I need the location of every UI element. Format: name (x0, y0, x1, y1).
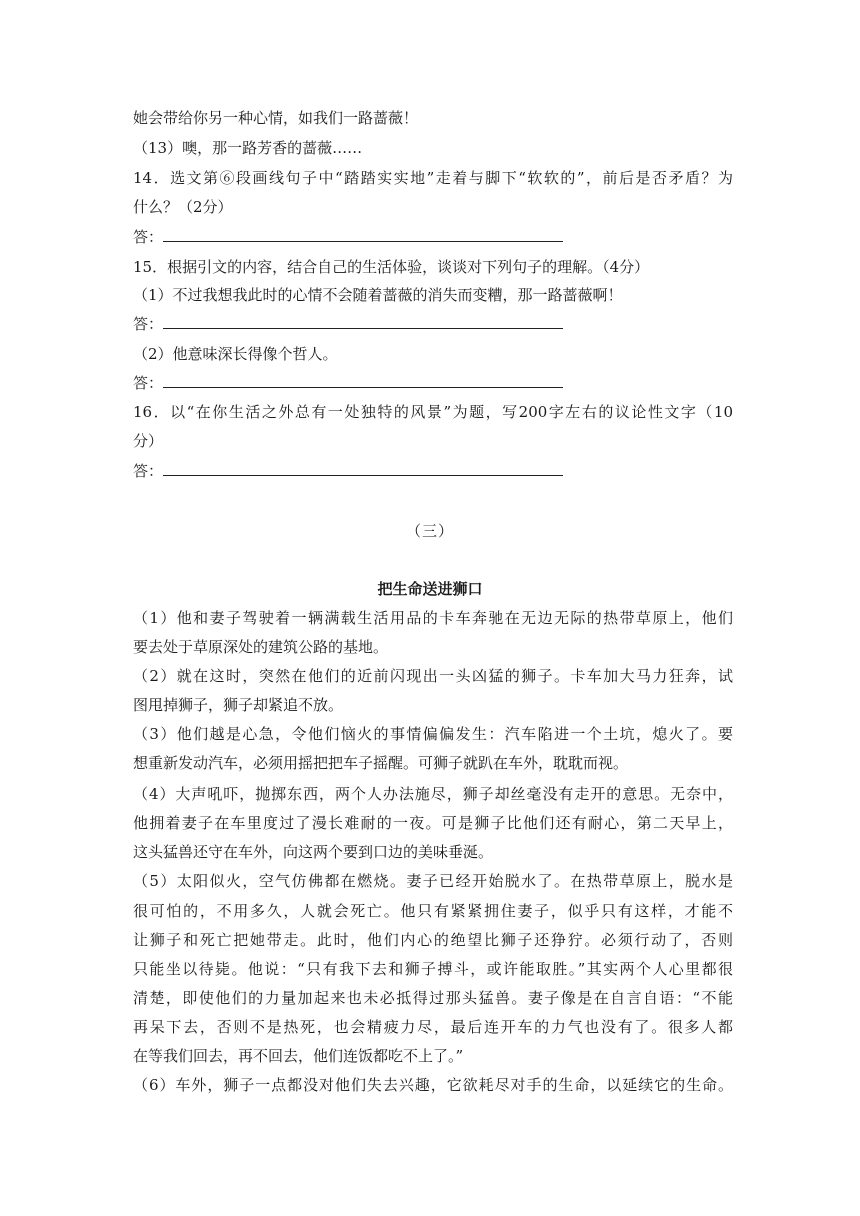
answer-line-16[interactable] (133, 461, 733, 481)
passage-line: 想重新发动汽车，必须用摇把把车子摇醒。可狮子就趴在车外，耽耽而视。 (133, 754, 629, 772)
passage-line: 让狮子和死亡把她带走。此时，他们内心的绝望比狮子还狰狞。必须行动了，否则 (133, 931, 733, 949)
text-line: （13）噢，那一路芳香的蔷薇…… (133, 139, 363, 157)
question-15-sub-1: （1）不过我想我此时的心情不会随着蔷薇的消失而变糟，那一路蔷薇啊！ (133, 286, 623, 304)
answer-blank[interactable] (163, 465, 563, 476)
passage-line: （1）他和妻子驾驶着一辆满载生活用品的卡车奔驰在无边无际的热带草原上，他们 (133, 609, 733, 627)
answer-line-15-1[interactable] (133, 314, 733, 334)
passage-line: 要去处于草原深处的建筑公路的基地。 (133, 638, 389, 656)
answer-blank[interactable] (163, 377, 563, 388)
passage-line: 这头猛兽还守在车外，向这两个要到口边的美味垂涎。 (133, 843, 494, 861)
question-16-line-2: 分） (133, 432, 164, 450)
answer-label: 答： (133, 228, 164, 246)
passage-line: 图甩掉狮子，狮子却紧追不放。 (133, 696, 344, 714)
answer-blank[interactable] (163, 318, 563, 329)
text-line: 她会带给你另一种心情，如我们一路蔷薇！ (133, 109, 419, 127)
question-14-line-1: 14．选文第⑥段画线句子中“踏踏实实地”走着与脚下“软软的”，前后是否矛盾？为 (133, 169, 733, 187)
question-16-line-1: 16．以“在你生活之外总有一处独特的风景”为题，写200字左右的议论性文字（10 (133, 403, 733, 421)
passage-line: 很可怕的，不用多久，人就会死亡。他只有紧紧拥住妻子，似乎只有这样，才能不 (133, 902, 733, 920)
passage-line: 清楚，即使他们的力量加起来也未必抵得过那头猛兽。妻子像是在自言自语：“不能 (133, 989, 733, 1007)
passage-line: （5）太阳似火，空气仿佛都在燃烧。妻子已经开始脱水了。在热带草原上，脱水是 (133, 872, 733, 890)
answer-line-15-2[interactable] (133, 373, 733, 393)
answer-label: 答： (133, 462, 164, 480)
passage-line: 在等我们回去，再不回去，他们连饭都吃不上了。” (133, 1047, 464, 1065)
question-14-line-2: 什么？（2分） (133, 198, 233, 216)
answer-blank[interactable] (163, 231, 563, 242)
passage-line: 只能坐以待毙。他说：“只有我下去和狮子搏斗，或许能取胜。”其实两个人心里都很 (133, 960, 733, 978)
passage-line: （3）他们越是心急，令他们恼火的事情偏偏发生：汽车陷进一个土坑，熄火了。要 (133, 725, 733, 743)
passage-line: （6）车外，狮子一点都没对他们失去兴趣，它欲耗尽对手的生命，以延续它的生命。 (133, 1076, 733, 1094)
passage-line: 他拥着妻子在车里度过了漫长难耐的一夜。可是狮子比他们还有耐心，第二天早上， (133, 814, 733, 832)
section-heading: （三） (405, 522, 454, 540)
answer-label: 答： (133, 315, 164, 333)
answer-label: 答： (133, 374, 164, 392)
answer-line-14[interactable] (133, 227, 733, 247)
passage-line: （2）就在这时，突然在他们的近前闪现出一头凶猛的狮子。卡车加大马力狂奔，试 (133, 667, 733, 685)
passage-line: 再呆下去，否则不是热死，也会精疲力尽，最后连开车的力气也没有了。很多人都 (133, 1018, 733, 1036)
passage-title: 把生命送进狮口 (377, 580, 483, 598)
question-15-sub-2: （2）他意味深长得像个哲人。 (133, 345, 338, 363)
question-15-stem: 15．根据引文的内容，结合自己的生活体验，谈谈对下列句子的理解。（4分） (133, 258, 650, 276)
passage-line: （4）大声吼吓，抛掷东西，两个人办法施尽，狮子却丝毫没有走开的意思。无奈中， (133, 785, 733, 803)
